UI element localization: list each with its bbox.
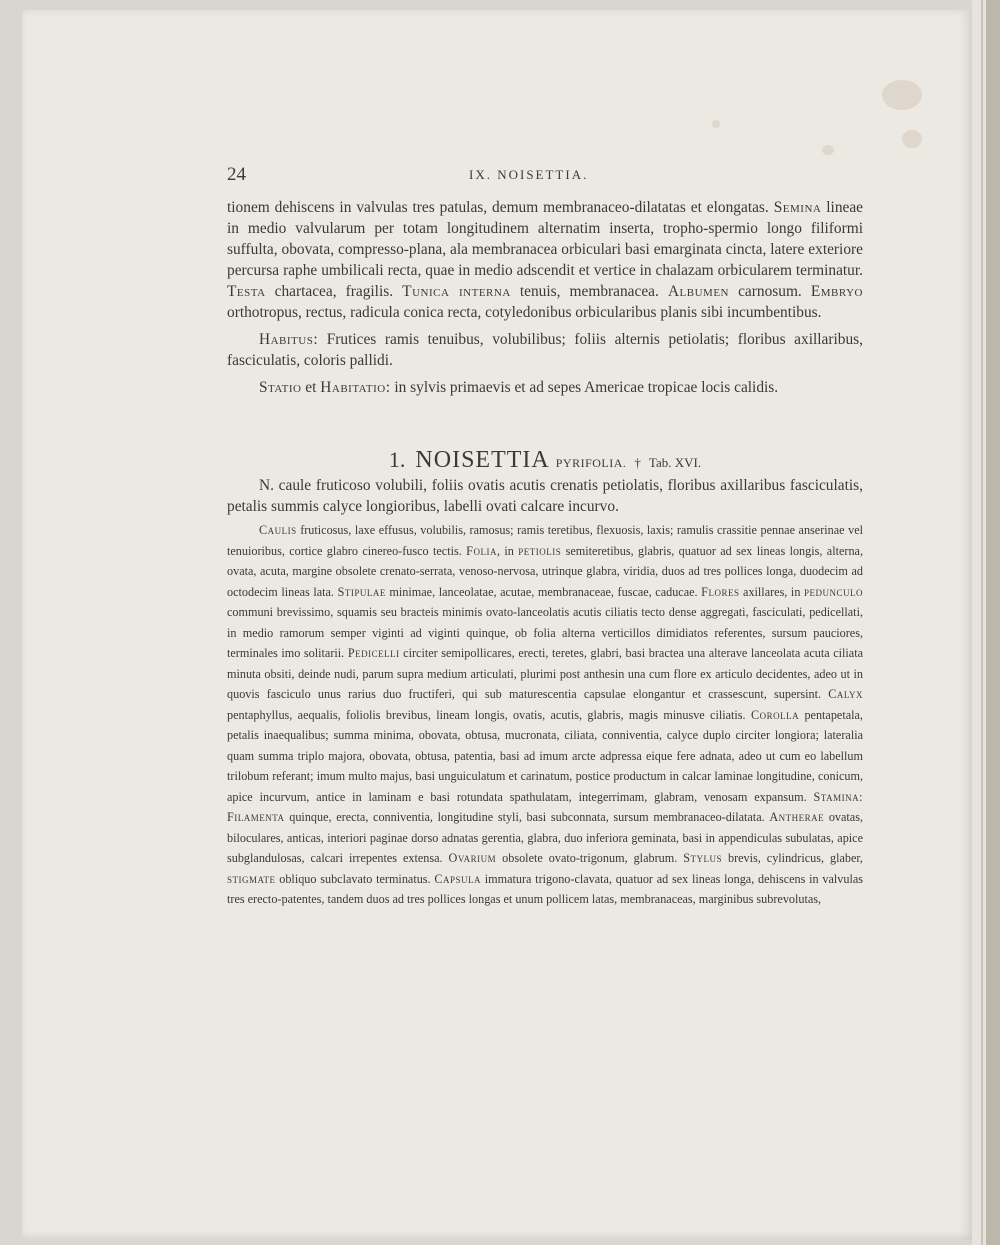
species-genus: NOISETTIA: [415, 447, 550, 473]
species-number: 1.: [388, 447, 406, 472]
foxing-spot: [712, 120, 720, 128]
running-header: [227, 164, 863, 188]
genus-description: [227, 197, 863, 398]
running-title: IX. NOISETTIA.: [469, 167, 589, 182]
foxing-spot: [882, 80, 922, 110]
dagger-mark: †: [634, 455, 641, 470]
label-testa: Testa: [227, 283, 266, 300]
species-diagnosis: [227, 475, 863, 517]
statio-paragraph: Statio et Habitatio: in sylvis primaevis et ad sepes Americae tropicae locis calidis.: [259, 379, 779, 396]
page-edge-line: [981, 0, 983, 1245]
description-text: Caulis fruticosus, laxe effusus, volubilis, ramosus; ramis teretibus, flexuosis, laxis; ramulis crassitie pennae anserinae vel tenuioribus, cortice glabro cinereo-fusco tectis. Folia, in petiolis semiteretibus, glabris, quatuor ad sex lineas longis, alterna, ovata, acuta, margine obsolete crenato-serrata, venoso-nervosa, utrinque glabra, viridia, duos ad tres pollices longa, duodecim ad octodecim lineas lata. Stipulae minimae, lanceolatae, acutae, membranaceae, fuscae, caducae. Flores axillares, in pedunculo communi brevissimo, squamis seu bracteis minimis ovato-lanceolatis acutis ciliatis tecto dense aggregati, fasciculati, pedicellati, in medio ramorum semper viginti ad viginti quinque, ob folia alterna verticillos dimidiatos referentes, sursum pauciores, terminales imo solitarii. Pedicelli circiter semipollicares, erecti, teretes, glabri, basi bractea una alterave lanceolata acuta ciliata minuta obsiti, deinde nudi, parum supra medium articulati, plurimi post anthesin una cum flore ex articulo decidentes, adeo ut in quovis fasciculo unus rarius duo fructiferi, qui sub maturescentia capsulae elongantur et crassescunt, supersint. Calyx pentaphyllus, aequalis, foliolis brevibus, lineam longis, ovatis, acutis, glabris, magis minusve ciliatis. Corolla pentapetala, petalis inaequalibus; summa minima, obovata, obtusa, mucronata, ciliata, conniventia, calyce duplo circiter longiora; lateralia quam summa triplo majora, obovata, obtusa, patentia, basi ad imum arcte adpressa eique fere adnata, adeo ut cum eo labellum trilobum referant; imum multo majus, basi unguiculatum et carinatum, postice productum in calcar laminae longitudine, conicum, apice incurvum, antice in laminam e basi rotundata spathulatam, integerrimam, glabram, venosam expansum. Stamina: Filamenta quinque, erecta, conniventia, longitudine styli, basi subconnata, sursum membranaceo-dilatata. Antherae ovatas, biloculares, anticas, interiori paginae dorso adnatas gerentia, glabra, duo inferiora geminata, basi in appendiculas subulatas, apice subglandulosas, calcari irrepentes extensa. Ovarium obsolete ovato-trigonum, glabrum. Stylus brevis, cylindricus, glaber, stigmate obliquo subclavato terminatus. Capsula immatura trigono-clavata, quatuor ad sex lineas longa, dehiscens in valvulas tres erecto-patentes, tandem duos ad tres pollices longas et unum pollicem latas, membranaceas, marginibus subrevolutas,: [227, 523, 864, 906]
foxing-spot: [822, 145, 834, 155]
label-tunica: Tunica interna: [402, 283, 511, 300]
label-statio: Statio: [259, 379, 302, 396]
plate-reference: Tab. XVI.: [648, 455, 702, 470]
species-description: [227, 520, 863, 910]
label-habitus: Habitus:: [259, 331, 319, 348]
label-semina: Semina: [773, 199, 822, 216]
label-habitatio: Habitatio:: [320, 379, 391, 396]
species-heading: [227, 447, 863, 475]
fruit-seed-paragraph: tionem dehiscens in valvulas tres patulas, demum membranaceo-dilatatas et elongatas. Semina lineae in medio valvularum per totam longitudinem alternatim inserta, tropho-spermio longo filiformi suffulta, obovata, compresso-plana, ala membranacea orbiculari basi emarginata cincta, latere exteriore percursa raphe umbilicali recta, quae in medio adscendit et vertice in chalazam orbicularem terminatur. Testa chartacea, fragilis. Tunica interna tenuis, membranacea. Albumen carnosum. Embryo orthotropus, rectus, radicula conica recta, cotyledonibus orbicularibus planis sibi incumbentibus.: [227, 199, 864, 321]
label-albumen: Albumen: [667, 283, 729, 300]
foxing-spot: [902, 130, 922, 148]
label-embryo: Embryo: [810, 283, 863, 300]
page-edge-shadow: [986, 0, 1000, 1245]
page-number: 24: [227, 164, 246, 185]
diagnosis-text: N. caule fruticoso volubili, foliis ovatis acutis crenatis petiolatis, floribus axillaribus fasciculatis, petalis summis calyce longioribus, labelli ovati calcare incurvo.: [227, 477, 863, 515]
habitus-paragraph: Habitus: Frutices ramis tenuibus, volubilibus; foliis alternis petiolatis; floribus axillaribus, fasciculatis, coloris pallidi.: [227, 331, 863, 369]
species-epithet: PYRIFOLIA.: [555, 456, 627, 470]
